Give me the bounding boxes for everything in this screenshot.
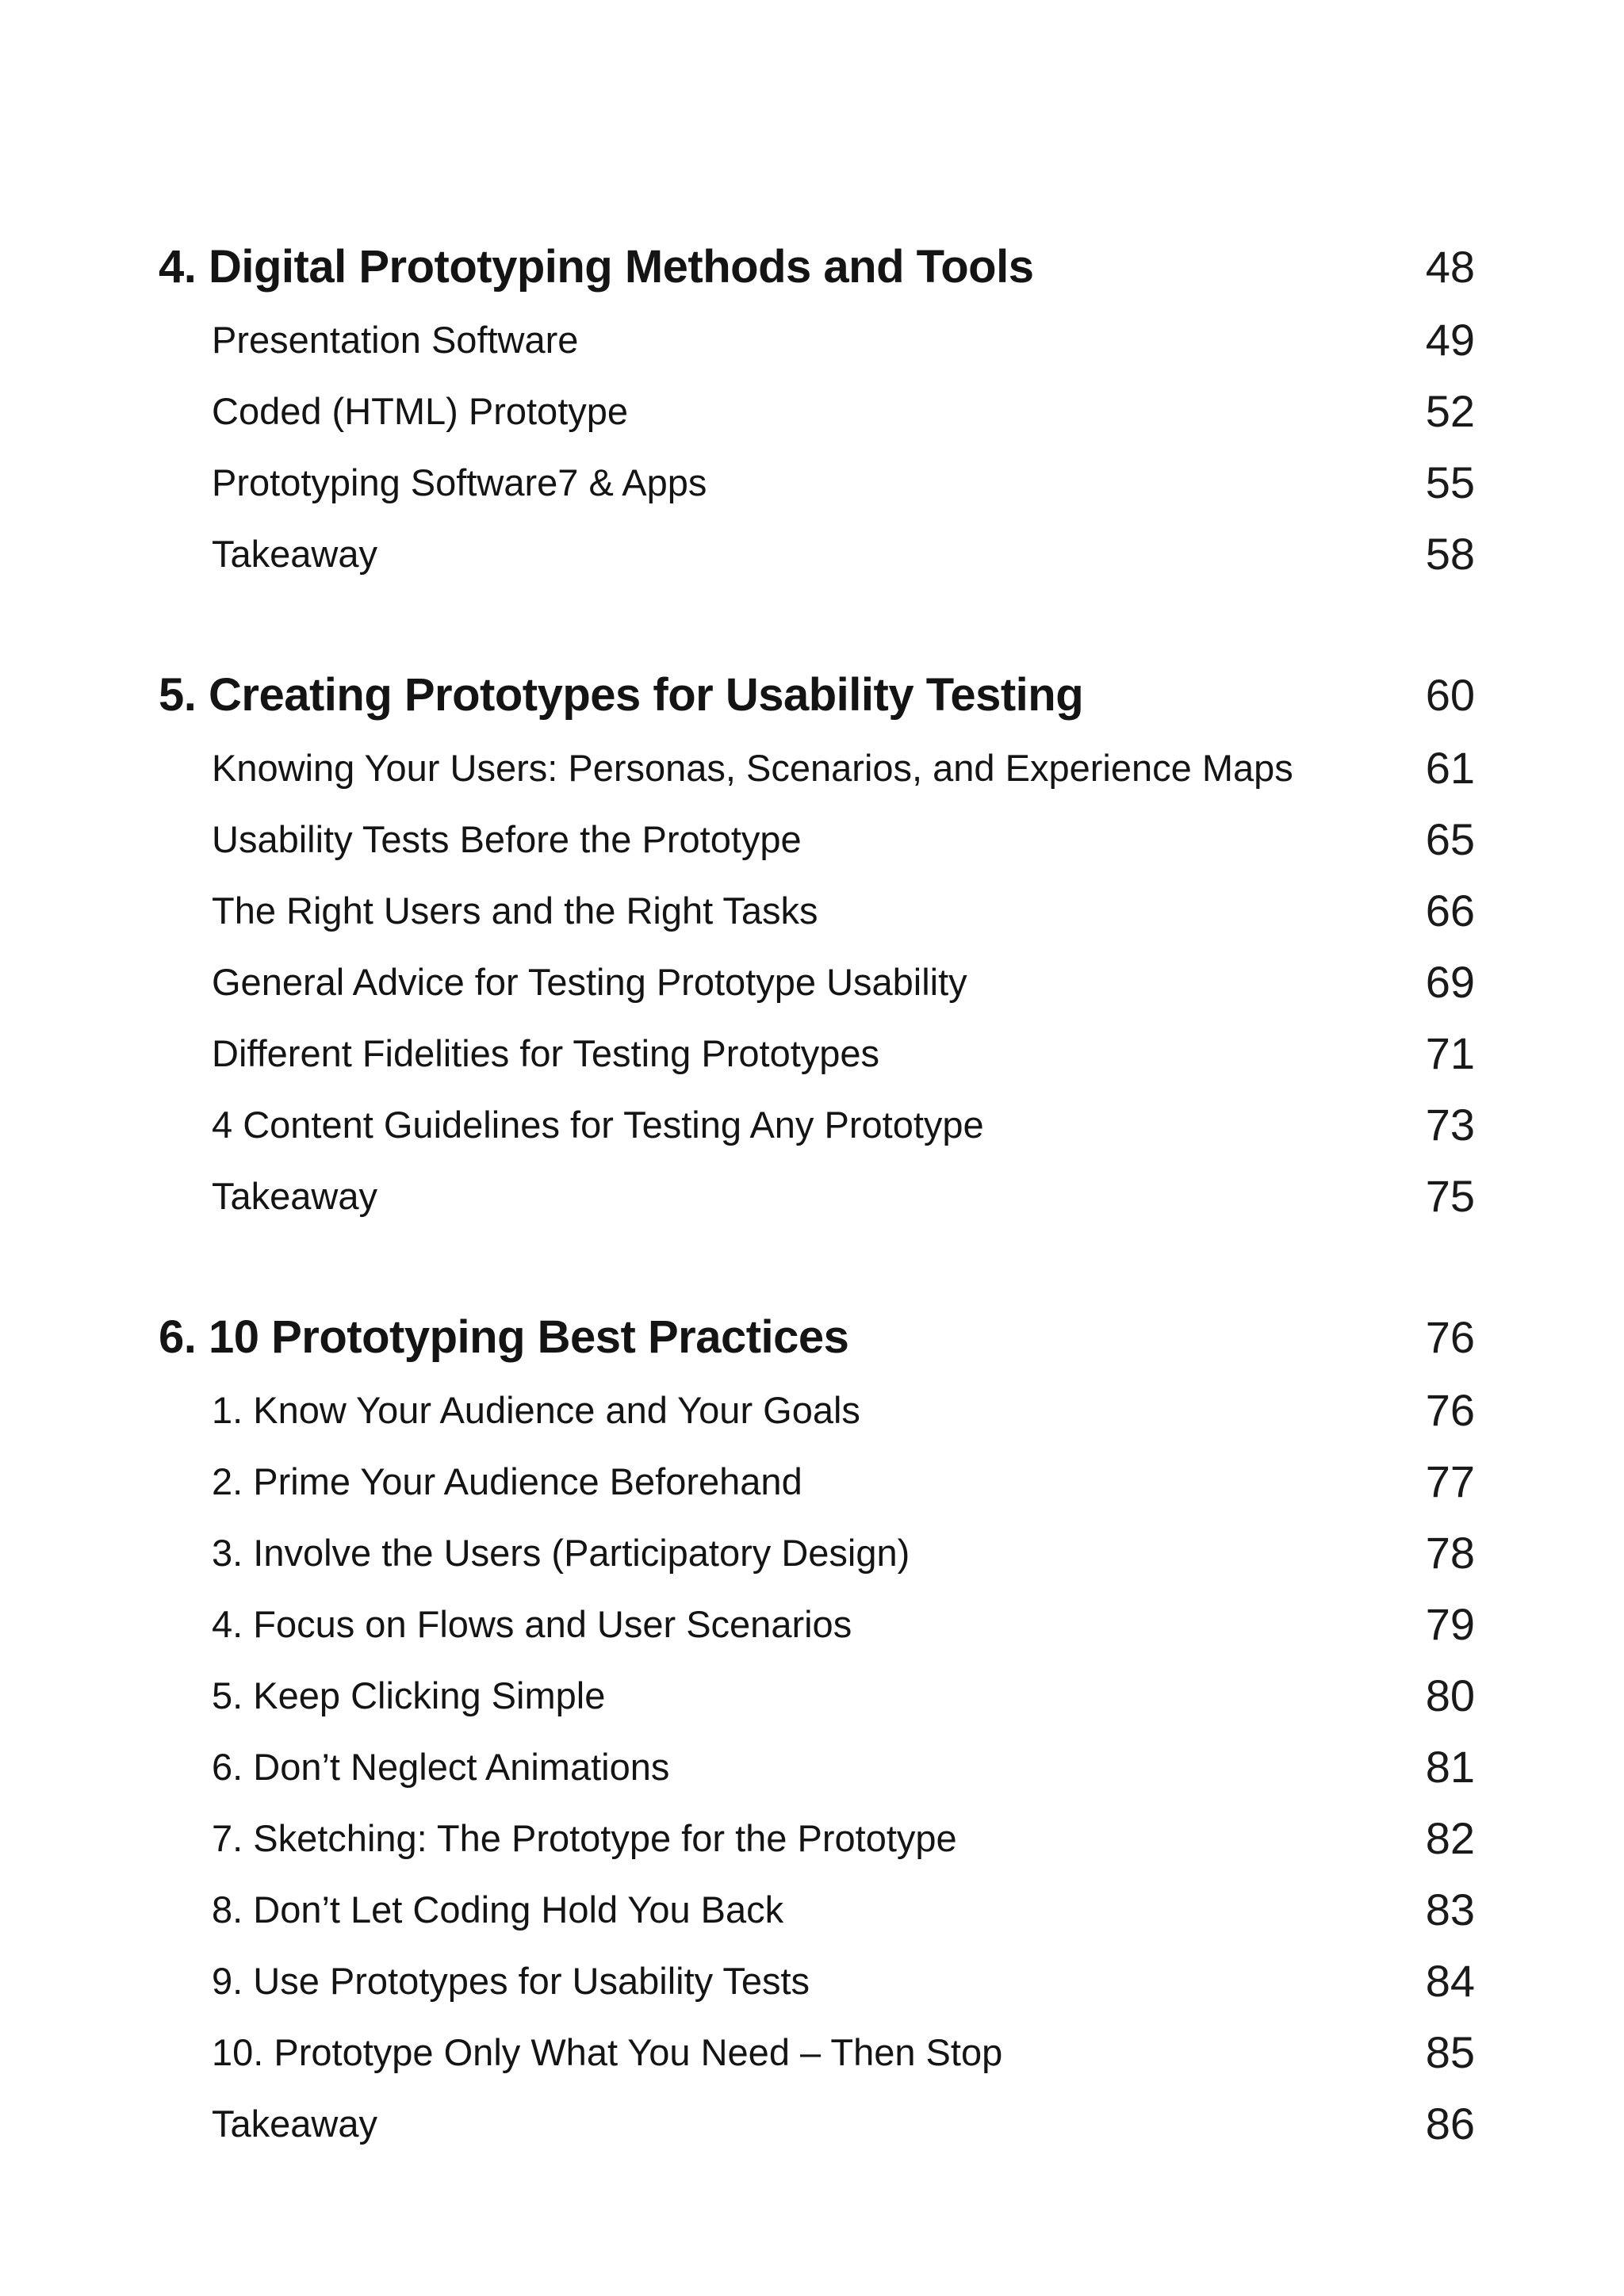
- entry-page-number: 61: [1425, 743, 1475, 793]
- toc-entry[interactable]: [0, 1446, 1624, 1517]
- chapter-5-row[interactable]: [0, 660, 1624, 731]
- entry-page-number: 75: [1425, 1171, 1475, 1221]
- entry-title: 1. Know Your Audience and Your Goals: [212, 1389, 860, 1431]
- toc-entry[interactable]: [0, 1589, 1624, 1660]
- toc-entry[interactable]: [0, 947, 1624, 1018]
- entry-title: 6. Don’t Neglect Animations: [212, 1746, 670, 1788]
- toc-entry[interactable]: [0, 1517, 1624, 1589]
- entry-title: 9. Use Prototypes for Usability Tests: [212, 1960, 810, 2002]
- entry-page-number: 77: [1425, 1456, 1475, 1506]
- entry-title: Knowing Your Users: Personas, Scenarios, and Experience Maps: [212, 747, 1293, 789]
- chapter-title: 5. Creating Prototypes for Usability Testing: [159, 669, 1084, 721]
- entry-page-number: 58: [1425, 529, 1475, 579]
- entry-title: Takeaway: [212, 533, 377, 575]
- toc-entry[interactable]: [0, 447, 1624, 519]
- chapter-page-number: 76: [1425, 1312, 1475, 1362]
- entry-page-number: 78: [1425, 1528, 1475, 1578]
- entry-page-number: 86: [1425, 2099, 1475, 2149]
- toc-entry[interactable]: [0, 1161, 1624, 1232]
- entry-title: 5. Keep Clicking Simple: [212, 1674, 606, 1716]
- entry-page-number: 85: [1425, 2027, 1475, 2077]
- entry-page-number: 69: [1425, 957, 1475, 1007]
- entry-page-number: 84: [1425, 1956, 1475, 2006]
- toc-entry[interactable]: [0, 1874, 1624, 1946]
- entry-title: 10. Prototype Only What You Need – Then Stop: [212, 2031, 1003, 2073]
- toc-entry[interactable]: [0, 1375, 1624, 1446]
- toc-entry[interactable]: [0, 2088, 1624, 2160]
- entry-page-number: 73: [1425, 1100, 1475, 1150]
- entry-page-number: 52: [1425, 386, 1475, 436]
- toc-entry[interactable]: [0, 1803, 1624, 1874]
- toc-entry[interactable]: [0, 2017, 1624, 2088]
- toc-entry[interactable]: [0, 1089, 1624, 1161]
- entry-page-number: 65: [1425, 814, 1475, 864]
- toc-entry[interactable]: [0, 304, 1624, 376]
- toc-entry[interactable]: [0, 1660, 1624, 1732]
- entry-title: Presentation Software: [212, 319, 579, 361]
- entry-title: Different Fidelities for Testing Prototypes: [212, 1032, 880, 1074]
- entry-title: 4. Focus on Flows and User Scenarios: [212, 1603, 852, 1645]
- entry-page-number: 79: [1425, 1599, 1475, 1649]
- toc-entry[interactable]: [0, 804, 1624, 875]
- entry-title: Takeaway: [212, 1175, 377, 1217]
- entry-title: 7. Sketching: The Prototype for the Prototype: [212, 1817, 957, 1859]
- toc-entry[interactable]: [0, 1946, 1624, 2017]
- entry-title: Takeaway: [212, 2103, 377, 2145]
- entry-title: Coded (HTML) Prototype: [212, 390, 629, 432]
- entry-title: The Right Users and the Right Tasks: [212, 890, 818, 932]
- entry-page-number: 80: [1425, 1670, 1475, 1720]
- entry-title: 3. Involve the Users (Participatory Design): [212, 1532, 910, 1574]
- toc-entry[interactable]: [0, 1732, 1624, 1803]
- chapter-title: 6. 10 Prototyping Best Practices: [159, 1311, 849, 1363]
- entry-page-number: 76: [1425, 1385, 1475, 1435]
- toc-entry[interactable]: [0, 733, 1624, 804]
- entry-page-number: 82: [1425, 1813, 1475, 1863]
- toc-entry[interactable]: [0, 376, 1624, 447]
- entry-page-number: 83: [1425, 1885, 1475, 1934]
- toc-entry[interactable]: [0, 519, 1624, 590]
- entry-title: 4 Content Guidelines for Testing Any Prototype: [212, 1104, 984, 1146]
- entry-title: Prototyping Software7 & Apps: [212, 461, 707, 503]
- chapter-title: 4. Digital Prototyping Methods and Tools: [159, 241, 1034, 293]
- chapter-6-row[interactable]: [0, 1302, 1624, 1373]
- entry-title: 2. Prime Your Audience Beforehand: [212, 1460, 802, 1502]
- chapter-page-number: 60: [1425, 670, 1475, 720]
- entry-page-number: 55: [1425, 457, 1475, 507]
- chapter-4-row[interactable]: [0, 232, 1624, 303]
- toc-entry[interactable]: [0, 875, 1624, 947]
- entry-title: 8. Don’t Let Coding Hold You Back: [212, 1888, 784, 1931]
- entry-page-number: 49: [1425, 315, 1475, 365]
- entry-page-number: 66: [1425, 886, 1475, 936]
- toc-entry[interactable]: [0, 1018, 1624, 1089]
- entry-title: Usability Tests Before the Prototype: [212, 818, 802, 860]
- entry-page-number: 71: [1425, 1028, 1475, 1078]
- entry-page-number: 81: [1425, 1742, 1475, 1792]
- entry-title: General Advice for Testing Prototype Usability: [212, 961, 967, 1003]
- chapter-page-number: 48: [1425, 242, 1475, 292]
